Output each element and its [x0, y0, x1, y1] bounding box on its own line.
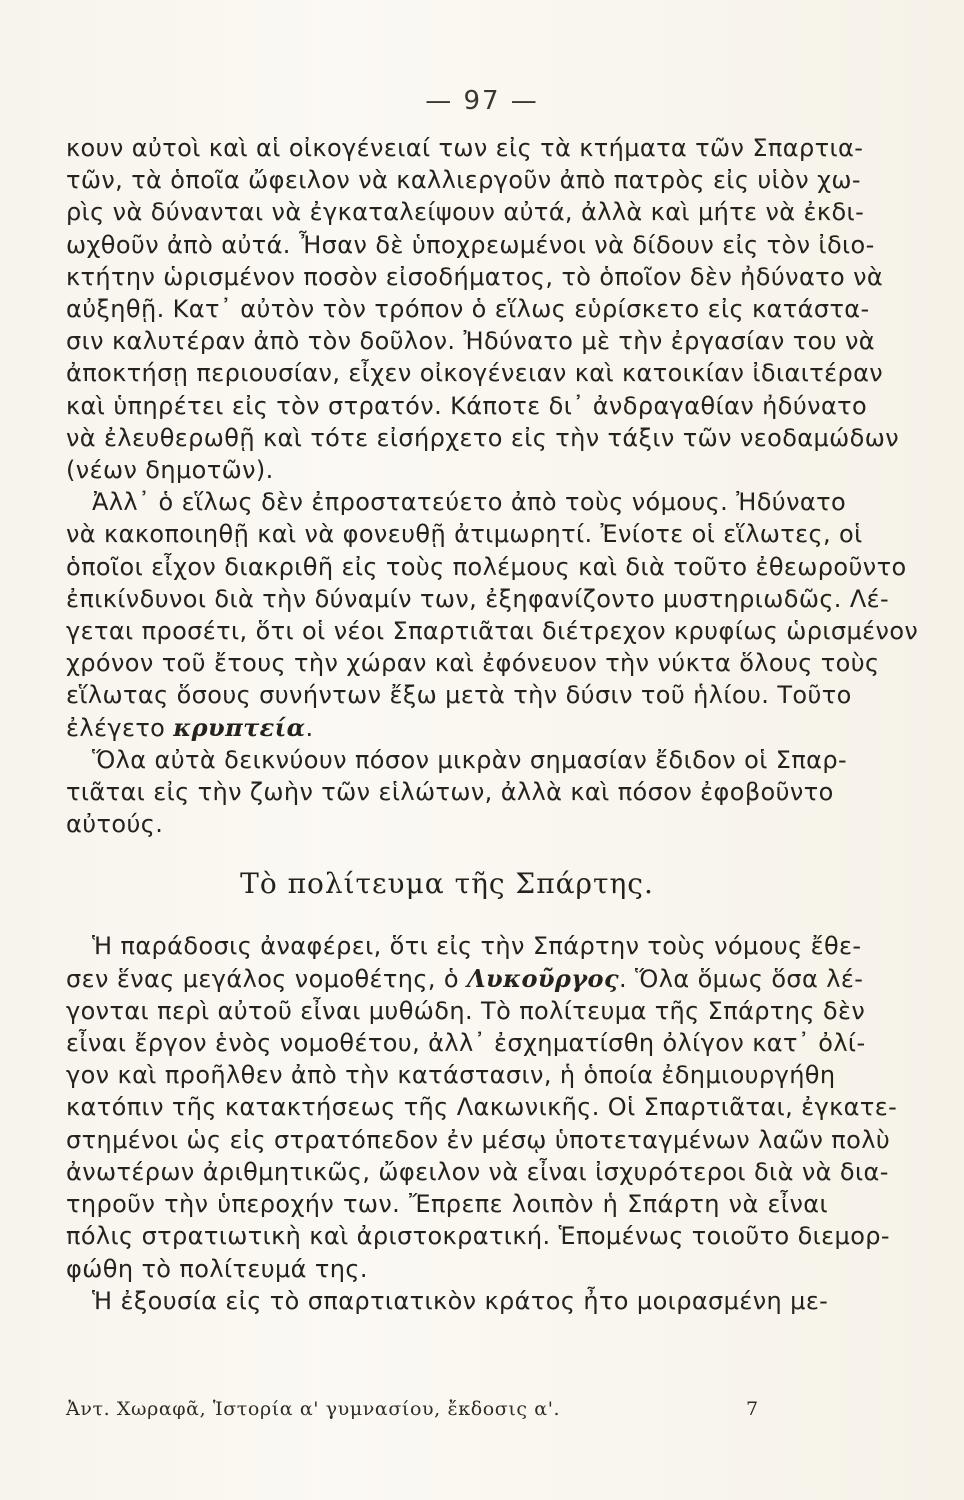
- text-line: (νέων δημοτῶν).: [66, 456, 274, 485]
- text-line: τῶν, τὰ ὁποῖα ὤφειλον νὰ καλλιεργοῦν ἀπὸ πατρὸς εἰς υἱὸν χω-: [66, 166, 861, 195]
- paragraph-helots-condition: [66, 132, 900, 486]
- text-line: καὶ ὑπηρέτει εἰς τὸν στρατόν. Κάποτε δι᾿ ἀνδραγαθίαν ἠδύνατο: [66, 391, 868, 420]
- footer-citation: Ἀντ. Χωραφᾶ, Ἱστορία α' γυμνασίου, ἔκδοσις α'.: [66, 1398, 561, 1420]
- text-line: τηροῦν τὴν ὑπεροχήν των. Ἔπρεπε λοιπὸν ἡ Σπάρτη νὰ εἶναι: [66, 1190, 828, 1219]
- text-line: νὰ ἐλευθερωθῇ καὶ τότε εἰσήρχετο εἰς τὴν τάξιν τῶν νεοδαμώδων: [66, 423, 900, 452]
- text-line: στημένοι ὡς εἰς στρατόπεδον ἐν μέσῳ ὑποτεταγμένων λαῶν πολὺ: [66, 1125, 891, 1154]
- text-line: φώθη τὸ πολίτευμά της.: [66, 1254, 368, 1283]
- page-number: — 97 —: [425, 86, 539, 116]
- text-line: ὁποῖοι εἶχον διακριθῆ εἰς τοὺς πολέμους καὶ διὰ τοῦτο ἐθεωροῦντο: [66, 552, 907, 581]
- text-fragment: .: [305, 713, 314, 742]
- text-line: πόλις στρατιωτικὴ καὶ ἀριστοκρατική. Ἑπομένως τοιοῦτο διεμορ-: [66, 1222, 890, 1251]
- emphasized-term: Λυκοῦργος: [467, 963, 619, 993]
- text-line: εἶναι ἔργον ἑνὸς νομοθέτου, ἀλλ᾿ ἐσχηματίσθη ὀλίγον κατ᾿ ὀλί-: [66, 1029, 866, 1058]
- text-line: γεται προσέτι, ὅτι οἱ νέοι Σπαρτιᾶται διέτρεχον κρυφίως ὡρισμένον: [66, 617, 919, 646]
- text-line: ωχθοῦν ἀπὸ αὐτά. Ἦσαν δὲ ὑποχρεωμένοι νὰ δίδουν εἰς τὸν ἰδιο-: [66, 230, 875, 259]
- text-line: εἵλωτας ὅσους συνήντων ἔξω μετὰ τὴν δύσιν τοῦ ἡλίου. Τοῦτο: [66, 681, 852, 710]
- page-footer: [66, 1398, 828, 1420]
- text-line: Ἡ παράδοσις ἀναφέρει, ὅτι εἰς τὴν Σπάρτην τοὺς νόμους ἔθε-: [92, 932, 862, 961]
- text-line: Ἀλλ᾿ ὁ εἵλως δὲν ἐπροστατεύετο ἀπὸ τοὺς νόμους. Ἠδύνατο: [92, 488, 847, 517]
- signature-mark: 7: [746, 1398, 759, 1420]
- paragraph-conclusion: [66, 744, 848, 841]
- text-line: Ὅλα αὐτὰ δεικνύουν πόσον μικρὰν σημασίαν ἔδιδον οἱ Σπαρ-: [92, 745, 848, 774]
- text-line: [66, 712, 828, 744]
- text-line: αὐτούς.: [66, 810, 164, 839]
- page-body: [66, 132, 919, 1317]
- text-line: αὐξηθῇ. Κατ᾿ αὐτὸν τὸν τρόπον ὁ εἵλως εὑρίσκετο εἰς κατάστα-: [66, 295, 870, 324]
- text-line: Ἡ ἐξουσία εἰς τὸ σπαρτιατικὸν κράτος ἦτο μοιρασμένη με-: [92, 1286, 829, 1315]
- text-line: [66, 963, 864, 995]
- paragraph-power: [66, 1285, 828, 1317]
- text-line: κτήτην ὡρισμένον ποσὸν εἰσοδήματος, τὸ ὁποῖον δὲν ἠδύνατο νὰ: [66, 262, 884, 291]
- text-line: χρόνον τοῦ ἔτους τὴν χώραν καὶ ἐφόνευον τὴν νύκτα ὅλους τοὺς: [66, 649, 880, 678]
- paragraph-lycurgus: [66, 930, 898, 1284]
- text-line: νὰ κακοποιηθῇ καὶ νὰ φονευθῇ ἀτιμωρητί. Ἐνίοτε οἱ εἵλωτες, οἱ: [66, 520, 863, 549]
- text-line: κατόπιν τῆς κατακτήσεως τῆς Λακωνικῆς. Οἱ Σπαρτιᾶται, ἐγκατε-: [66, 1093, 898, 1122]
- text-fragment: . Ὅλα ὅμως ὅσα λέ-: [618, 964, 864, 993]
- text-line: ρὶς νὰ δύνανται νὰ ἐγκαταλείψουν αὐτά, ἀλλὰ καὶ μήτε νὰ ἐκδι-: [66, 198, 865, 227]
- text-line: γον καὶ προῆλθεν ἀπὸ τὴν κατάστασιν, ἡ ὁποία ἐδημιουργήθη: [66, 1061, 836, 1090]
- text-line: τιᾶται εἰς τὴν ζωὴν τῶν εἱλώτων, ἀλλὰ καὶ πόσον ἐφοβοῦντο: [66, 778, 834, 807]
- text-fragment: ἐλέγετο: [66, 713, 174, 742]
- text-line: γονται περὶ αὐτοῦ εἶναι μυθώδη. Τὸ πολίτευμα τῆς Σπάρτης δὲν: [66, 996, 866, 1025]
- text-line: ἐπικίνδυνοι διὰ τὴν δύναμίν των, ἐξηφανίζοντο μυστηριωδῶς. Λέ-: [66, 584, 890, 613]
- section-title: Τὸ πολίτευμα τῆς Σπάρτης.: [240, 867, 654, 901]
- text-line: ἀποκτήσῃ περιουσίαν, εἶχεν οἰκογένειαν καὶ κατοικίαν ἰδιαιτέραν: [66, 359, 884, 388]
- text-fragment: σεν ἕνας μεγάλος νομοθέτης, ὁ: [66, 964, 468, 993]
- text-line: ἀνωτέρων ἀριθμητικῶς, ὤφειλον νὰ εἶναι ἰσχυρότεροι διὰ νὰ δια-: [66, 1157, 889, 1186]
- emphasized-term: κρυπτεία: [173, 712, 306, 742]
- text-line: κουν αὐτοὶ καὶ αἱ οἰκογένειαί των εἰς τὰ κτήματα τῶν Σπαρτια-: [66, 134, 864, 162]
- paragraph-helots-unprotected: [66, 486, 919, 744]
- text-line: σιν καλυτέραν ἀπὸ τὸν δοῦλον. Ἠδύνατο μὲ τὴν ἐργασίαν του νὰ: [66, 327, 875, 356]
